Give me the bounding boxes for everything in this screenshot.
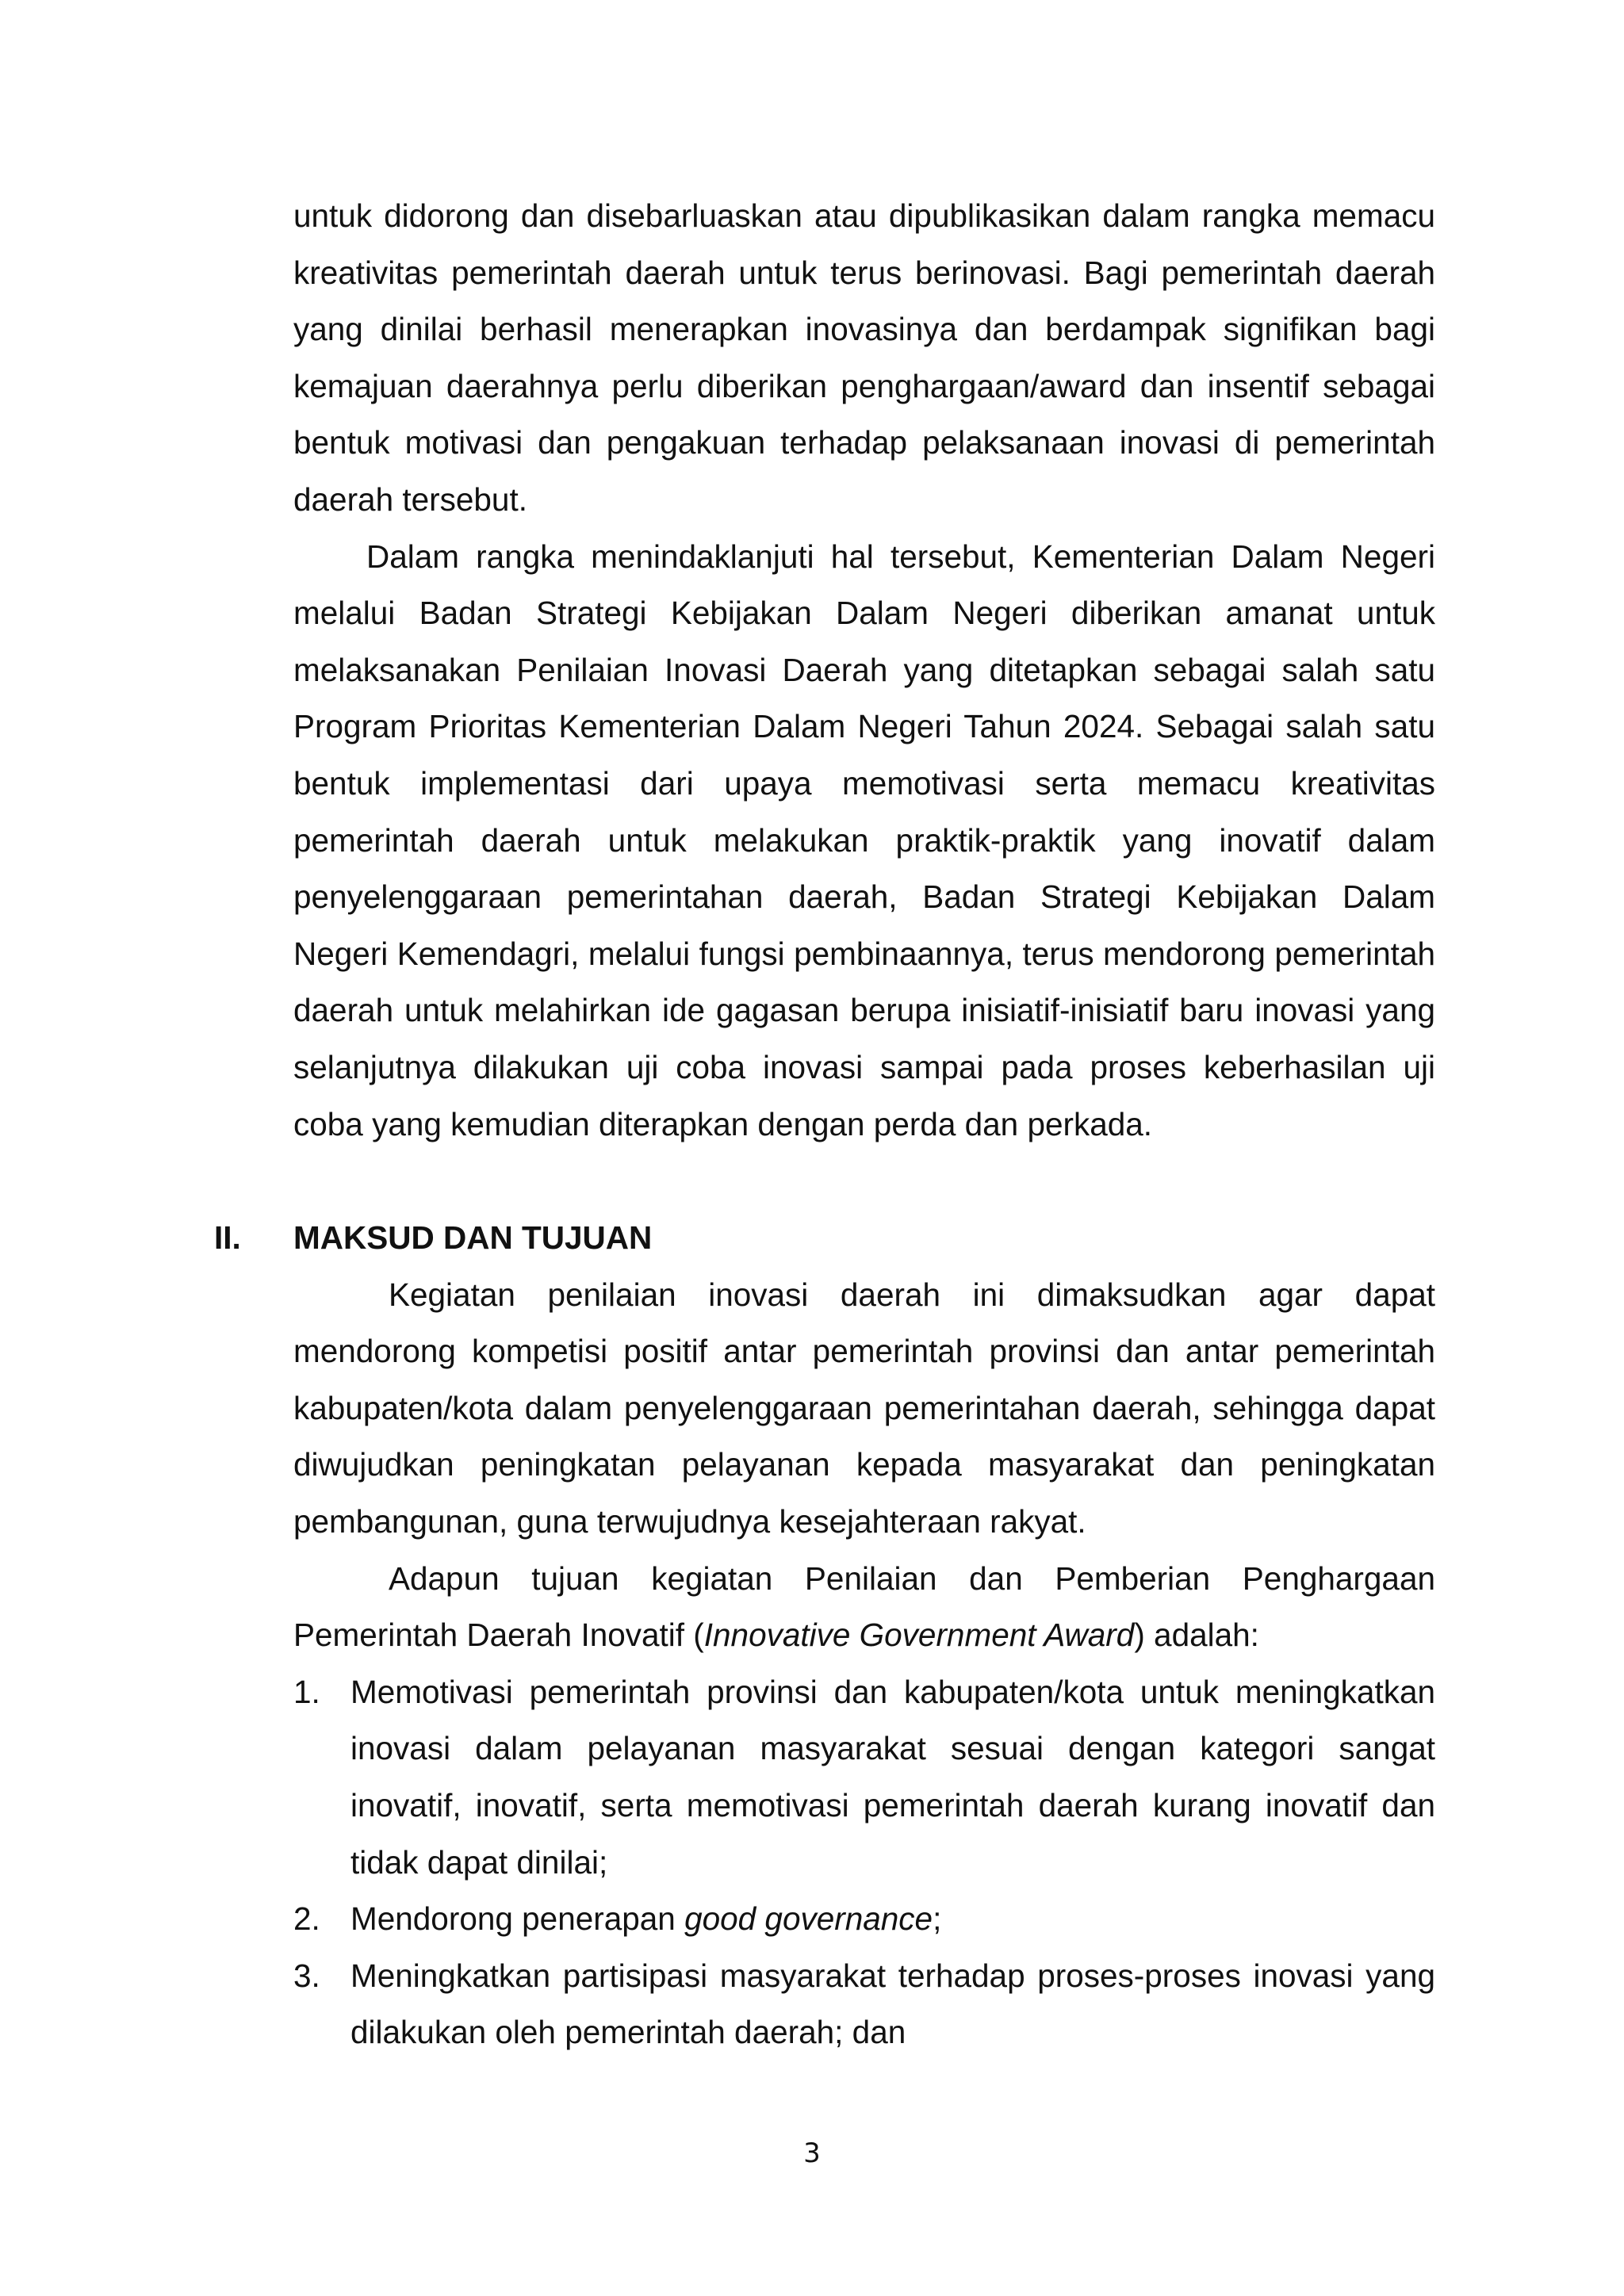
list-item-number: 1. bbox=[293, 1673, 320, 1710]
list-item-text: Meningkatkan partisipasi masyarakat terhadap proses-proses inovasi yang dilakukan oleh pemerintah daerah; dan bbox=[350, 1957, 1435, 2051]
list-item bbox=[293, 1664, 1435, 1891]
list-item-text: Memotivasi pemerintah provinsi dan kabupaten/kota untuk meningkatkan inovasi dalam pelayanan masyarakat sesuai dengan kategori sangat inovatif, inovatif, serta memotivasi pemerintah daerah kurang inovatif dan tidak dapat dinilai; bbox=[350, 1673, 1435, 1881]
section-title: MAKSUD DAN TUJUAN bbox=[293, 1219, 653, 1257]
objectives-list bbox=[293, 1664, 1435, 2061]
list-item bbox=[293, 1891, 1435, 1948]
list-item-number: 2. bbox=[293, 1900, 320, 1938]
section-paragraph-2-text-end: ) adalah: bbox=[1134, 1617, 1259, 1654]
section-heading bbox=[214, 1210, 1435, 1267]
list-item-text-start: Mendorong penerapan bbox=[350, 1900, 685, 1938]
section-paragraph-1: Kegiatan penilaian inovasi daerah ini dimaksudkan agar dapat mendorong kompetisi positif antar pemerintah provinsi dan antar pemerintah kabupaten/kota dalam penyelenggaraan pemerintahan daerah, sehingga dapat diwujudkan peningkatan pelayanan kepada masyarakat dan peningkatan pembangunan, guna terwujudnya kesejahteraan rakyat. bbox=[293, 1276, 1435, 1540]
section-paragraph-2 bbox=[293, 1551, 1435, 1664]
list-item-text bbox=[350, 1900, 941, 1937]
section-number: II. bbox=[214, 1219, 241, 1257]
section-paragraph-2-italic: Innovative Government Award bbox=[703, 1617, 1135, 1654]
page-body bbox=[214, 188, 1435, 2061]
list-item-number: 3. bbox=[293, 1957, 320, 1994]
intro-paragraph-2: Dalam rangka menindaklanjuti hal tersebut, Kementerian Dalam Negeri melalui Badan Strategi Kebijakan Dalam Negeri diberikan amanat untuk melaksanakan Penilaian Inovasi Daerah yang ditetapkan sebagai salah satu Program Prioritas Kementerian Dalam Negeri Tahun 2024. Sebagai salah satu bentuk implementasi dari upaya memotivasi serta memacu kreativitas pemerintah daerah untuk melakukan praktik-praktik yang inovatif dalam penyelenggaraan pemerintahan daerah, Badan Strategi Kebijakan Dalam Negeri Kemendagri, melalui fungsi pembinaannya, terus mendorong pemerintah daerah untuk melahirkan ide gagasan berupa inisiatif-inisiatif baru inovasi yang selanjutnya dilakukan uji coba inovasi sampai pada proses keberhasilan uji coba yang kemudian diterapkan dengan perda dan perkada. bbox=[293, 538, 1435, 1142]
section-paragraph-2-text-start: Adapun tujuan kegiatan Penilaian dan Pemberian Penghargaan Pemerintah Daerah Inovatif ( bbox=[293, 1559, 1435, 1654]
list-item-text-end: ; bbox=[933, 1900, 942, 1938]
list-item bbox=[293, 1948, 1435, 2061]
list-item-italic: good governance bbox=[684, 1900, 933, 1938]
intro-paragraph-1: untuk didorong dan disebarluaskan atau dipublikasikan dalam rangka memacu kreativitas pemerintah daerah untuk terus berinovasi. Bagi pemerintah daerah yang dinilai berhasil menerapkan inovasinya dan berdampak signifikan bagi kemajuan daerahnya perlu diberikan penghargaan/award dan insentif sebagai bentuk motivasi dan pengakuan terhadap pelaksanaan inovasi di pemerintah daerah tersebut. bbox=[293, 197, 1435, 518]
page-number: 3 bbox=[803, 2137, 821, 2169]
